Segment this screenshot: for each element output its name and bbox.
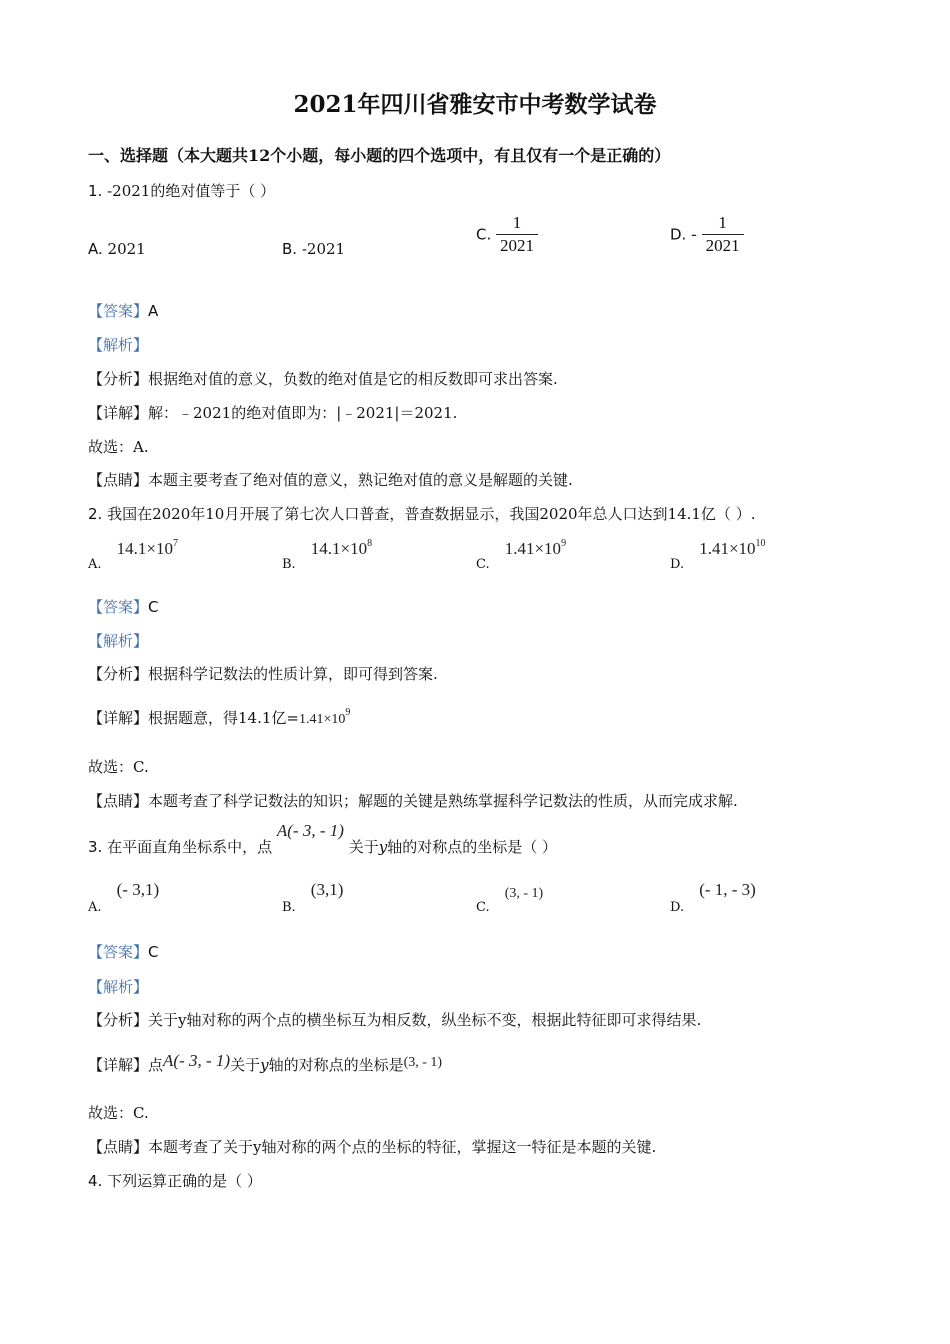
question-number: 3. bbox=[88, 838, 103, 856]
answer-tag: 【答案】 bbox=[88, 943, 149, 961]
q3-comment bbox=[88, 1136, 656, 1157]
comment-tag: 【点睛】 bbox=[88, 1138, 149, 1156]
sci-base: 1.41×10 bbox=[699, 539, 756, 558]
sci-base: 14.1×10 bbox=[310, 539, 368, 558]
question-text: 在平面直角坐标系中，点 bbox=[107, 838, 273, 856]
fenxi-text: 根据科学记数法的性质计算，即可得到答案. bbox=[148, 665, 438, 683]
q2-fenxi bbox=[88, 663, 438, 684]
answer-value: C bbox=[148, 943, 159, 961]
answer-value: C bbox=[148, 598, 159, 616]
option-label: D. bbox=[670, 225, 687, 244]
question-text: 关于 bbox=[348, 838, 379, 856]
question-4-stem bbox=[88, 1170, 262, 1191]
option-value: -2021 bbox=[301, 240, 346, 258]
point-a: A(- 3, - 1) bbox=[163, 1051, 231, 1070]
question-3-stem bbox=[88, 820, 557, 856]
comment-text: 本题考查了科学记数法的知识；解题的关键是熟练掌握科学记数法的性质，从而完成求解. bbox=[148, 792, 738, 810]
q3-option-c bbox=[476, 882, 544, 915]
option-label: A. bbox=[88, 900, 102, 915]
question-number: 2. bbox=[88, 505, 103, 523]
option-label: B. bbox=[282, 240, 298, 258]
question-number: 4. bbox=[88, 1172, 103, 1190]
q3-fenxi bbox=[88, 1009, 701, 1030]
q1-option-c bbox=[476, 212, 538, 257]
option-label: D. bbox=[670, 557, 685, 572]
detail-math bbox=[298, 707, 351, 727]
option-value: (- 1, - 3) bbox=[699, 880, 756, 899]
q2-analysis-tag: 【解析】 bbox=[88, 632, 149, 650]
sci-exponent: 7 bbox=[172, 538, 178, 549]
fraction bbox=[496, 212, 538, 257]
q1-option-d bbox=[670, 212, 744, 257]
option-value bbox=[699, 539, 765, 558]
detail-text: 关于 bbox=[230, 1056, 261, 1074]
negative-sign: - bbox=[691, 224, 697, 244]
q1-choose: 故选：A. bbox=[88, 438, 149, 456]
answer-tag: 【答案】 bbox=[88, 598, 149, 616]
option-label: B. bbox=[282, 557, 296, 572]
q2-option-b bbox=[282, 538, 373, 572]
comment-text: 本题考查了关于y轴对称的两个点的坐标的特征，掌握这一特征是本题的关键. bbox=[148, 1138, 657, 1156]
fenxi-text: 关于y轴对称的两个点的横坐标互为相反数，纵坐标不变，根据此特征即可求得结果. bbox=[148, 1011, 702, 1029]
fraction-denominator: 2021 bbox=[500, 236, 535, 255]
question-text: 轴的对称点的坐标是（ ） bbox=[387, 838, 557, 856]
detail-text: 轴的对称点的坐标是 bbox=[268, 1056, 404, 1074]
option-label: C. bbox=[476, 557, 490, 572]
option-value: (3, - 1) bbox=[504, 886, 544, 901]
q2-option-d bbox=[670, 538, 766, 572]
question-text: 我国在2020年10月开展了第七次人口普查，普查数据显示，我国2020年总人口达到14.1亿（ ）. bbox=[107, 505, 756, 523]
axis-name: y bbox=[378, 838, 388, 856]
detail-tag: 【详解】 bbox=[88, 404, 149, 422]
fraction-denominator: 2021 bbox=[705, 236, 740, 255]
detail-text: 解：﹣2021的绝对值即为：|﹣2021|＝2021. bbox=[148, 404, 458, 422]
q1-option-b bbox=[282, 240, 345, 258]
option-label: B. bbox=[282, 900, 296, 915]
q3-analysis-tag: 【解析】 bbox=[88, 978, 149, 996]
sci-base: 14.1×10 bbox=[116, 539, 173, 558]
sci-exponent: 9 bbox=[561, 538, 567, 549]
option-label: A. bbox=[88, 557, 102, 572]
comment-tag: 【点睛】 bbox=[88, 471, 149, 489]
fenxi-tag: 【分析】 bbox=[88, 1011, 149, 1029]
question-text: -2021的绝对值等于（ ） bbox=[107, 182, 276, 200]
option-value bbox=[311, 539, 372, 558]
q3-option-d bbox=[670, 880, 756, 915]
detail-text: 点 bbox=[148, 1056, 164, 1074]
q1-fenxi bbox=[88, 368, 558, 389]
section-heading: 一、选择题（本大题共12个小题，每小题的四个选项中，有且仅有一个是正确的） bbox=[88, 146, 671, 165]
sci-base: 1.41×10 bbox=[298, 712, 346, 727]
option-label: C. bbox=[476, 900, 490, 915]
option-value bbox=[505, 539, 566, 558]
question-1-stem bbox=[88, 180, 275, 201]
option-label: A. bbox=[88, 240, 103, 258]
q1-option-a bbox=[88, 240, 146, 258]
comment-tag: 【点睛】 bbox=[88, 792, 149, 810]
q2-comment bbox=[88, 790, 738, 811]
sci-exponent: 10 bbox=[755, 538, 766, 549]
point-a: A(- 3, - 1) bbox=[276, 821, 344, 840]
sci-exponent: 9 bbox=[345, 707, 351, 718]
q1-answer bbox=[88, 300, 158, 321]
comment-text: 本题主要考查了绝对值的意义，熟记绝对值的意义是解题的关键. bbox=[148, 471, 573, 489]
detail-tag: 【详解】 bbox=[88, 1056, 149, 1074]
q1-analysis-tag: 【解析】 bbox=[88, 336, 149, 354]
q2-choose: 故选：C. bbox=[88, 758, 149, 776]
q2-answer bbox=[88, 596, 159, 617]
detail-result: (3, - 1) bbox=[403, 1055, 443, 1070]
option-label: D. bbox=[670, 900, 685, 915]
q3-answer bbox=[88, 941, 159, 962]
sci-base: 1.41×10 bbox=[504, 539, 562, 558]
option-value: (- 3,1) bbox=[116, 880, 160, 899]
fenxi-tag: 【分析】 bbox=[88, 665, 149, 683]
fraction bbox=[702, 212, 744, 257]
question-text: 下列运算正确的是（ ） bbox=[107, 1172, 262, 1190]
q1-comment bbox=[88, 469, 573, 490]
detail-tag: 【详解】 bbox=[88, 709, 149, 727]
question-2-stem bbox=[88, 503, 755, 524]
option-label: C. bbox=[476, 225, 492, 244]
q2-detail bbox=[88, 707, 350, 728]
answer-value: A bbox=[148, 302, 159, 320]
fenxi-tag: 【分析】 bbox=[88, 370, 149, 388]
fenxi-text: 根据绝对值的意义，负数的绝对值是它的相反数即可求出答案. bbox=[148, 370, 558, 388]
q3-detail bbox=[88, 1050, 443, 1074]
q2-option-a bbox=[88, 538, 178, 572]
question-number: 1. bbox=[88, 182, 103, 200]
option-value bbox=[117, 539, 178, 558]
option-value: 2021 bbox=[107, 240, 146, 258]
q3-option-b bbox=[282, 880, 344, 915]
q2-option-c bbox=[476, 538, 567, 572]
fraction-numerator: 1 bbox=[496, 212, 538, 235]
detail-text: 根据题意，得14.1亿= bbox=[148, 709, 299, 727]
q1-detail bbox=[88, 402, 457, 423]
q3-option-a bbox=[88, 880, 160, 915]
sci-exponent: 8 bbox=[367, 538, 373, 549]
fraction-numerator: 1 bbox=[702, 212, 744, 235]
answer-tag: 【答案】 bbox=[88, 302, 149, 320]
q3-choose: 故选：C. bbox=[88, 1104, 149, 1122]
axis-name: y bbox=[260, 1056, 269, 1074]
page-title: 2021年四川省雅安市中考数学试卷 bbox=[293, 91, 657, 118]
option-value: (3,1) bbox=[310, 880, 344, 899]
